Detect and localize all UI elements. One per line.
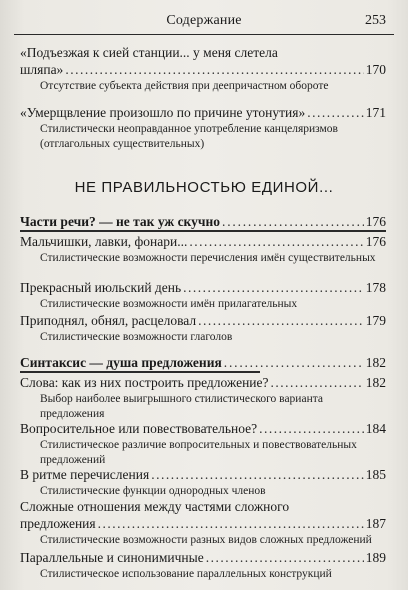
chapter-title-row xyxy=(20,213,386,230)
entry-title: Вопросительное или повествовательное? xyxy=(20,421,258,436)
entry-page: 171 xyxy=(365,105,386,120)
toc-entry[interactable] xyxy=(20,420,386,467)
entry-title-line1: «Подъезжая к сией станции... у меня слетела xyxy=(20,45,278,60)
chapter-title: Части речи? — не так уж скучно xyxy=(20,214,221,229)
leader-dots xyxy=(151,466,364,483)
entry-page: 179 xyxy=(365,313,386,328)
toc-entry[interactable] xyxy=(20,549,386,582)
entry-title-row xyxy=(20,466,386,483)
toc-entry[interactable] xyxy=(20,466,386,499)
entry-title: «Умерщвление произошло по причине утонутия» xyxy=(20,105,306,120)
entry-title-row xyxy=(20,312,386,329)
entry-page: 182 xyxy=(365,375,386,390)
entry-title-row xyxy=(20,104,386,121)
running-head xyxy=(14,12,394,35)
entry-description: Выбор наиболее выигрышного стилистического варианта предложения xyxy=(40,393,323,420)
entry-title-row xyxy=(20,420,386,437)
leader-dots xyxy=(224,354,364,371)
leader-dots xyxy=(98,515,364,532)
entry-description: Стилистическое использование параллельных конструкций xyxy=(40,568,332,580)
toc-chapter[interactable] xyxy=(20,354,386,371)
entry-page: 185 xyxy=(365,467,386,482)
toc-entry[interactable] xyxy=(20,233,386,266)
entry-description: Стилистические возможности глаголов xyxy=(40,331,233,343)
entry-description: Стилистические возможности разных видов сложных предложений xyxy=(40,534,372,546)
entry-page: 189 xyxy=(365,550,386,565)
entry-title-row xyxy=(20,515,386,532)
entry-title-row xyxy=(20,374,386,391)
page-header-title: Содержание xyxy=(166,13,242,28)
entry-description: Стилистические возможности перечисления имён существительных xyxy=(40,252,376,264)
toc-entry[interactable] xyxy=(20,374,386,421)
leader-dots xyxy=(189,233,363,250)
leader-dots xyxy=(271,374,364,391)
chapter-page: 182 xyxy=(365,355,386,370)
entry-description: Стилистическое различие вопросительных и повествовательных предложений xyxy=(40,439,357,466)
toc-entry[interactable] xyxy=(20,44,386,94)
leader-dots xyxy=(183,279,364,296)
leader-dots xyxy=(206,549,364,566)
entry-title-row xyxy=(20,549,386,566)
chapter-underline xyxy=(20,371,260,373)
entry-title: Приподнял, обнял, расцеловал xyxy=(20,313,197,328)
entry-page: 178 xyxy=(365,280,386,295)
entry-title-line2: предложения xyxy=(20,516,96,531)
entry-page: 170 xyxy=(365,62,386,77)
toc-entry[interactable] xyxy=(20,498,386,548)
entry-title-line2: шляпа» xyxy=(20,62,64,77)
leader-dots xyxy=(222,213,364,230)
page-number: 253 xyxy=(365,13,386,28)
section-title: НЕ ПРАВИЛЬНОСТЬЮ ЕДИНОЙ... xyxy=(74,179,334,196)
entry-description: Стилистические возможности имён прилагательных xyxy=(40,298,298,310)
chapter-title-row xyxy=(20,354,386,371)
entry-description: Стилистические функции однородных членов xyxy=(40,485,266,497)
entry-page: 187 xyxy=(365,516,386,531)
entry-title: В ритме перечисления xyxy=(20,467,150,482)
leader-dots xyxy=(259,420,364,437)
entry-description: Стилистически неоправданное употребление канцеляризмов (отглагольных существительных) xyxy=(40,123,338,150)
entry-title: Слова: как из них построить предложение? xyxy=(20,375,269,390)
entry-description: Отсутствие субъекта действия при деепричастном обороте xyxy=(40,80,329,92)
entry-title-row xyxy=(20,61,386,78)
toc-chapter[interactable] xyxy=(20,213,386,230)
entry-title-row xyxy=(20,233,386,250)
entry-title-line1: Сложные отношения между частями сложного xyxy=(20,499,290,514)
entry-title: Прекрасный июльский день xyxy=(20,280,182,295)
entry-page: 176 xyxy=(365,234,386,249)
toc-entry[interactable] xyxy=(20,312,386,345)
chapter-underline xyxy=(20,230,386,232)
chapter-title: Синтаксис — душа предложения xyxy=(20,355,222,370)
entry-title: Мальчишки, лавки, фонари... xyxy=(20,234,188,249)
leader-dots xyxy=(65,61,363,78)
entry-title-row xyxy=(20,279,386,296)
chapter-page: 176 xyxy=(365,214,386,229)
toc-entry[interactable] xyxy=(20,104,386,151)
leader-dots xyxy=(198,312,364,329)
entry-page: 184 xyxy=(365,421,386,436)
entry-title: Параллельные и синонимичные xyxy=(20,550,204,565)
leader-dots xyxy=(307,104,364,121)
toc-entry[interactable] xyxy=(20,279,386,312)
